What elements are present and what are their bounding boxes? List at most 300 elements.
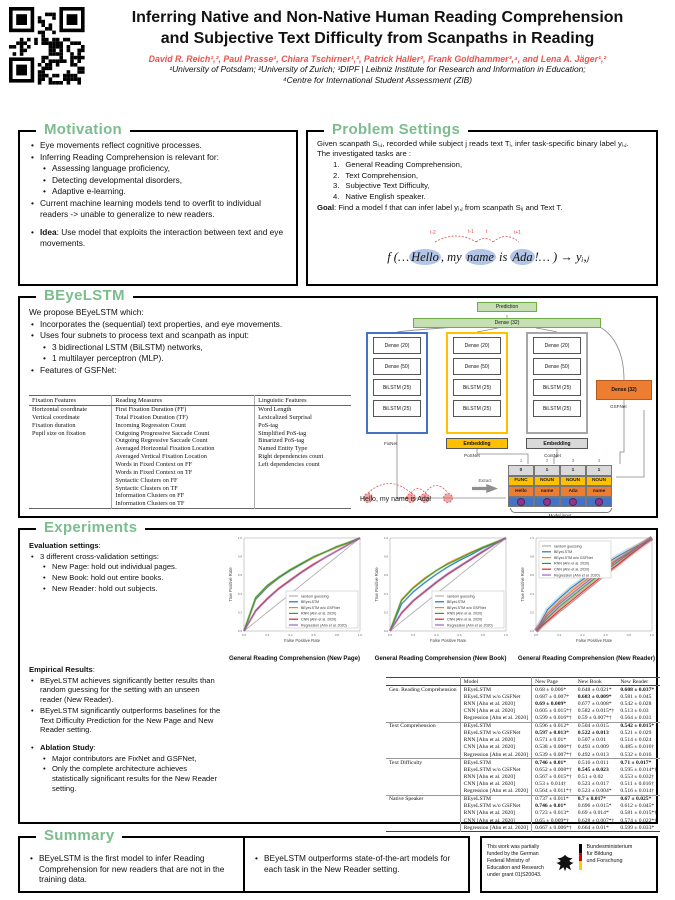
fixation-feature-cell: Pupil size on fixation bbox=[32, 429, 86, 437]
auc-value-cell: 0.612 ± 0.045* bbox=[620, 803, 655, 810]
model-input-cell bbox=[508, 497, 534, 508]
auc-value-cell: 0.567 ± 0.015*† bbox=[535, 773, 572, 780]
fixation-feature-cell bbox=[29, 437, 112, 445]
bullet-text: BEyeLSTM significantly outperforms baselines for the Text Difficulty Prediction for the New Page and New Reader setting. bbox=[40, 705, 221, 735]
bullet-item bbox=[31, 319, 351, 330]
bullet-item bbox=[43, 163, 287, 174]
auc-value-cell: 0.564 ± 0.011*† bbox=[535, 788, 572, 795]
svg-text:0.6: 0.6 bbox=[529, 573, 534, 578]
bullet-marker: • bbox=[31, 140, 34, 150]
summary-panel bbox=[18, 827, 470, 893]
svg-text:False Positive Rate: False Positive Rate bbox=[575, 638, 613, 643]
summary-left-text: BEyeLSTM is the first model to infer Reading Comprehension for new readers that are not in the training data. bbox=[39, 853, 225, 885]
layer-box: Dense (50) bbox=[533, 358, 581, 375]
results-column-header: Model bbox=[460, 678, 531, 686]
svg-text:0.0: 0.0 bbox=[383, 629, 388, 633]
task-number: 3. bbox=[333, 181, 340, 191]
architecture-diagram bbox=[358, 302, 656, 518]
auc-value-cell: 0.504 ± 0.015 bbox=[577, 723, 609, 730]
model-cell: Regression [Ahn et al. 2020] bbox=[460, 715, 531, 723]
poster-title-line2: and Subjective Text Difficulty from Scanpaths in Reading bbox=[160, 29, 595, 47]
auc-value-cell: 0.68 ± 0.006* bbox=[535, 686, 567, 693]
ministry-line2: für Bildung bbox=[586, 851, 613, 858]
auc-value-cell: 0.542 ± 0.028 bbox=[620, 700, 652, 707]
results-table-head bbox=[386, 678, 660, 686]
fixation-feature-cell: Horizontal coordinate bbox=[32, 406, 88, 413]
model-cell: BEyeLSTM w/o GSFNet bbox=[460, 803, 531, 810]
chart-caption: General Reading Comprehension (New Page) bbox=[228, 655, 361, 662]
authors-line: David R. Reich¹,², Paul Prasse¹, Chiara Tschirner¹,², Patrick Haller², Frank Goldhammer³,⁴, and Lena A. Jäger¹,² bbox=[148, 53, 607, 64]
model-input-table bbox=[508, 465, 612, 507]
fixation-feature-cell bbox=[29, 445, 112, 453]
summary-heading: Summary bbox=[36, 827, 122, 844]
model-input-cell: 1 bbox=[534, 465, 560, 476]
svg-text:0.4: 0.4 bbox=[434, 633, 439, 637]
auc-value-cell: 0.545 ± 0.023 bbox=[577, 766, 609, 773]
fixation-dot-icon bbox=[569, 498, 577, 506]
bullet-item bbox=[31, 140, 287, 151]
feature-row bbox=[29, 430, 351, 438]
beyelstm-heading: BEyeLSTM bbox=[36, 287, 133, 304]
model-cell: RNN [Ahn et al. 2020] bbox=[460, 700, 531, 707]
svg-text:BEyeLSTM w/o GSFNet: BEyeLSTM w/o GSFNet bbox=[447, 605, 486, 610]
model-input-caption: Model input bbox=[548, 513, 572, 518]
bullet-text: Major contributors are FixNet and GSFNet, bbox=[52, 753, 197, 763]
subnet-label-fixnet: FixNet bbox=[384, 441, 398, 446]
layer-box: Dense (50) bbox=[373, 358, 421, 375]
summary-left bbox=[20, 838, 243, 891]
model-input-cell: 1 bbox=[560, 465, 586, 476]
svg-text:0.2: 0.2 bbox=[237, 610, 242, 615]
model-cell: BEyeLSTM bbox=[460, 686, 531, 694]
model-input-cell: NOUN bbox=[560, 476, 586, 487]
model-input-cell: FUNC bbox=[508, 476, 534, 487]
feature-row bbox=[29, 445, 351, 453]
formula-segment: f (… bbox=[387, 250, 410, 264]
roc-chart-canvas bbox=[516, 533, 657, 649]
sub-bullet-marker: • bbox=[43, 562, 46, 572]
sub-bullet-marker: • bbox=[43, 163, 46, 174]
features-table-body bbox=[29, 406, 351, 509]
auc-value-cell: 0.516 ± 0.014† bbox=[620, 788, 655, 795]
features-table-head bbox=[29, 396, 351, 406]
linguistic-feature-cell bbox=[255, 500, 351, 508]
task-number: 2. bbox=[333, 170, 340, 180]
model-input-cell bbox=[560, 497, 586, 508]
linguistic-feature-cell: Binarized PoS-tag bbox=[255, 437, 351, 445]
formula-block bbox=[338, 228, 638, 265]
linguistic-feature-cell: Left dependencies count bbox=[255, 461, 351, 469]
auc-value-cell: 0.59 ± 0.007*† bbox=[577, 714, 612, 721]
auc-value-cell: 0.597 ± 0.013* bbox=[535, 730, 569, 737]
federal-eagle-icon bbox=[556, 848, 574, 878]
auc-value-cell: 0.65 ± 0.009*† bbox=[535, 817, 569, 824]
auc-value-cell: 0.596 ± 0.012* bbox=[535, 723, 569, 730]
subnet-fixnet bbox=[366, 332, 428, 434]
goal-label: Goal bbox=[317, 202, 335, 212]
svg-text:0.2: 0.2 bbox=[557, 633, 562, 637]
bullet-text: BEyeLSTM achieves significantly better results than random guessing for the setting with an unseen reader (New Reader). bbox=[40, 675, 215, 705]
results-group bbox=[386, 686, 660, 723]
auc-value-cell: 0.683 ± 0.009* bbox=[577, 693, 612, 700]
auc-value-cell: 0.553 ± 0.032† bbox=[620, 773, 655, 780]
reading-measure-cell: Syntactic Clusters on TF bbox=[112, 485, 255, 493]
linguistic-feature-cell: Named Entity Type bbox=[255, 445, 351, 453]
svg-text:Regression (Ahn et al. 2020): Regression (Ahn et al. 2020) bbox=[447, 623, 493, 628]
results-column-header bbox=[386, 678, 460, 686]
feature-row bbox=[29, 453, 351, 461]
extract-arrow bbox=[470, 478, 500, 493]
model-cell: CNN [Ahn et al. 2020] bbox=[460, 781, 531, 788]
bullet-text: Eye movements reflect cognitive processes. bbox=[40, 140, 202, 150]
beyelstm-panel bbox=[18, 287, 658, 518]
auc-value-cell: 0.652 ± 0.008*† bbox=[535, 766, 572, 773]
auc-value-cell: 0.532 ± 0.016 bbox=[620, 751, 652, 758]
svg-text:random guessing: random guessing bbox=[301, 594, 329, 599]
auc-value-cell: 0.521 ± 0.029 bbox=[620, 730, 652, 737]
model-cell: BEyeLSTM bbox=[460, 795, 531, 803]
fixation-feature-cell bbox=[29, 485, 112, 493]
reading-measure-cell: Syntactic Clusters on FF bbox=[112, 477, 255, 485]
model-input-row bbox=[508, 497, 612, 508]
funding-text: This work was partially funded by the German Federal Ministry of Education and Research under grant 01|S20043. bbox=[487, 844, 544, 879]
linguistic-feature-cell bbox=[255, 492, 351, 500]
position-label: 4 bbox=[597, 458, 601, 463]
auc-value-cell: 0.69 ± 0.014* bbox=[577, 810, 609, 817]
result-row bbox=[386, 722, 660, 730]
svg-text:Regression (Ahn et al. 2020): Regression (Ahn et al. 2020) bbox=[301, 623, 347, 628]
auc-value-cell: 0.522 ± 0.013 bbox=[577, 730, 609, 737]
auc-value-cell: 0.737 ± 0.011* bbox=[535, 796, 569, 803]
auc-value-cell: 0.581 ± 0.045 bbox=[620, 693, 652, 700]
linguistic-feature-cell bbox=[255, 477, 351, 485]
results-column-header: New Book bbox=[575, 678, 618, 686]
roc-charts bbox=[224, 533, 657, 662]
arc-label-t-1: t-1 bbox=[468, 229, 474, 235]
svg-text:True Positive Rate: True Positive Rate bbox=[228, 567, 233, 602]
model-cell: RNN [Ahn et al. 2020] bbox=[460, 737, 531, 744]
layer-box: Dense (20) bbox=[453, 337, 501, 354]
svg-text:BEyeLSTM: BEyeLSTM bbox=[447, 600, 466, 605]
task-text: Native English speaker. bbox=[345, 192, 426, 202]
bullet-marker: • bbox=[31, 705, 34, 715]
features-table bbox=[29, 395, 351, 509]
auc-value-cell: 0.581 ± 0.015*† bbox=[620, 810, 657, 817]
german-flag-bar bbox=[579, 844, 582, 870]
roc-chart-2 bbox=[370, 533, 511, 662]
affiliation-line1: ¹University of Potsdam; ²University of Zurich; ³DIPF | Leibniz Institute for Research and Information in Education; bbox=[169, 63, 586, 74]
subnet-label-posnet: PoSNet bbox=[464, 453, 480, 458]
auc-value-cell: 0.516 ± 0.011 bbox=[577, 759, 609, 766]
auc-value-cell: 0.514 ± 0.024 bbox=[620, 737, 652, 744]
bullet-marker: • bbox=[31, 365, 34, 376]
svg-text:0.8: 0.8 bbox=[334, 633, 339, 637]
auc-value-cell: 0.599 ± 0.033* bbox=[620, 824, 655, 831]
task-item bbox=[333, 171, 647, 182]
fixation-feature-cell bbox=[29, 461, 112, 469]
task-item bbox=[333, 160, 647, 171]
auc-value-cell: 0.723 ± 0.013* bbox=[535, 810, 569, 817]
model-input-cell: NOUN bbox=[534, 476, 560, 487]
svg-text:0.8: 0.8 bbox=[529, 554, 534, 559]
fixation-feature-cell bbox=[29, 477, 112, 485]
auc-value-cell: 0.513 ± 0.03 bbox=[620, 707, 649, 714]
model-cell: BEyeLSTM w/o GSFNet bbox=[460, 766, 531, 773]
motivation-panel bbox=[18, 121, 298, 286]
fixation-feature-cell: Fixation duration bbox=[32, 421, 76, 429]
layer-box: Dense (50) bbox=[453, 358, 501, 375]
position-label: 3 bbox=[571, 458, 575, 463]
svg-text:0.0: 0.0 bbox=[241, 633, 247, 637]
bullet-item bbox=[31, 365, 351, 376]
model-cell: CNN [Ahn et al. 2020] bbox=[460, 817, 531, 824]
scanpath-sentence-diagram bbox=[358, 462, 470, 510]
auc-value-cell: 0.605 ± 0.015*† bbox=[535, 707, 572, 714]
linguistic-feature-cell: PoS-tag bbox=[255, 422, 351, 430]
bullet-item bbox=[43, 573, 221, 583]
bullet-item bbox=[31, 330, 351, 341]
bullet-text: Evaluation settings: bbox=[29, 541, 101, 550]
task-text: Subjective Text Difficulty, bbox=[345, 181, 430, 191]
auc-value-cell: 0.492 ± 0.013 bbox=[577, 751, 609, 758]
bullet-item bbox=[29, 541, 221, 551]
auc-value-cell: 0.628 ± 0.007*† bbox=[577, 817, 615, 824]
task-cell: Gen. Reading Comprehension bbox=[386, 686, 460, 723]
auc-value-cell: 0.53 ± 0.014† bbox=[535, 780, 567, 787]
bullet-item bbox=[43, 353, 351, 364]
svg-text:0.6: 0.6 bbox=[237, 573, 242, 578]
subnet-label-contnet: ContNet bbox=[544, 453, 561, 458]
svg-text:0.4: 0.4 bbox=[288, 633, 293, 637]
svg-text:random guessing: random guessing bbox=[447, 594, 475, 599]
reading-measure-cell: Incoming Regression Count bbox=[112, 422, 255, 430]
beyelstm-body bbox=[29, 306, 351, 376]
feature-row bbox=[29, 485, 351, 493]
auc-value-cell: 0.574 ± 0.022*† bbox=[620, 817, 657, 824]
auc-value-cell: 0.51 ± 0.02 bbox=[577, 773, 604, 780]
bullet-item bbox=[43, 175, 287, 186]
bullet-marker: • bbox=[31, 151, 34, 162]
feature-row bbox=[29, 437, 351, 445]
arc-label-t: t bbox=[486, 229, 488, 235]
layer-box: Dense (20) bbox=[373, 337, 421, 354]
svg-text:random guessing: random guessing bbox=[554, 544, 582, 549]
svg-text:RNN (Ahn et al. 2020): RNN (Ahn et al. 2020) bbox=[447, 611, 483, 616]
formula-segment-fixated-word: Ada bbox=[512, 250, 533, 264]
bullet-text: Uses four subnets to process text and scanpath as input: bbox=[40, 330, 249, 341]
model-cell: CNN [Ahn et al. 2020] bbox=[460, 744, 531, 751]
svg-text:0.6: 0.6 bbox=[311, 633, 316, 637]
svg-text:1.0: 1.0 bbox=[529, 536, 534, 540]
task-text: Text Comprehension, bbox=[345, 170, 419, 180]
position-label: 1 bbox=[519, 458, 523, 463]
problem-settings-panel bbox=[306, 121, 658, 286]
task-item bbox=[333, 181, 647, 192]
fixation-dot-icon bbox=[595, 498, 603, 506]
bullet-text: Inferring Reading Comprehension is relevant for: bbox=[40, 151, 219, 162]
bullet-marker: • bbox=[31, 318, 34, 329]
bullet-marker: • bbox=[31, 198, 34, 209]
fixation-feature-cell: Vertical coordinate bbox=[32, 413, 80, 421]
svg-text:Regression (Ahn et al. 2020): Regression (Ahn et al. 2020) bbox=[554, 573, 600, 578]
auc-value-cell: 0.539 ± 0.007*† bbox=[535, 751, 572, 758]
svg-text:0.8: 0.8 bbox=[480, 633, 485, 637]
model-input-cell: Hello bbox=[508, 486, 534, 497]
reading-measure-cell: Total Fixation Duration (TF) bbox=[112, 414, 255, 422]
sentence-text: Hello, my name is Ada! bbox=[360, 496, 432, 503]
bullet-marker: • bbox=[30, 853, 33, 863]
sub-bullet-marker: • bbox=[43, 764, 46, 774]
poster-header bbox=[95, 8, 660, 85]
result-row bbox=[386, 686, 660, 694]
empirical-results bbox=[29, 664, 221, 794]
svg-text:BEyeLSTM w/o GSFNet: BEyeLSTM w/o GSFNet bbox=[301, 605, 340, 610]
feature-row bbox=[29, 461, 351, 469]
sub-bullet-marker: • bbox=[43, 753, 46, 763]
bullet-text: New Reader: hold out subjects. bbox=[52, 583, 158, 593]
bullet-item bbox=[31, 552, 221, 562]
svg-text:CNN (Ahn et al. 2020): CNN (Ahn et al. 2020) bbox=[301, 617, 337, 622]
bullet-text: We propose BEyeLSTM which: bbox=[29, 307, 144, 317]
auc-value-cell: 0.687 ± 0.007* bbox=[535, 693, 569, 700]
bullet-item bbox=[43, 584, 221, 594]
auc-value-cell: 0.542 ± 0.015* bbox=[620, 723, 655, 730]
roc-chart-3 bbox=[516, 533, 657, 662]
reading-measure-cell: Averaged Vertical Fixation Location bbox=[112, 453, 255, 461]
svg-text:RNN (Ahn et al. 2020): RNN (Ahn et al. 2020) bbox=[554, 561, 590, 566]
svg-text:0.6: 0.6 bbox=[457, 633, 462, 637]
auc-value-cell: 0.71 ± 0.017* bbox=[620, 759, 652, 766]
svg-text:0.2: 0.2 bbox=[265, 633, 270, 637]
result-row bbox=[386, 759, 660, 767]
roc-chart-1 bbox=[224, 533, 365, 662]
feature-column-header: Reading Measures bbox=[112, 396, 255, 406]
feature-row bbox=[29, 500, 351, 508]
gsfnet-dense-box: Dense (32) bbox=[596, 380, 652, 400]
summary-right-text: BEyeLSTM outperforms state-of-the-art models for each task in the New Reader setting. bbox=[264, 853, 451, 874]
fixation-dot-icon bbox=[517, 498, 525, 506]
linguistic-feature-cell bbox=[255, 485, 351, 493]
bullet-marker: • bbox=[255, 853, 258, 863]
bullet-marker: • bbox=[31, 227, 34, 238]
linguistic-feature-cell: Lexicalized Surprisal bbox=[255, 414, 351, 422]
problem-tasks-intro: The investigated tasks are : bbox=[317, 149, 412, 159]
poster-title-line1: Inferring Native and Non-Native Human Reading Comprehension bbox=[131, 9, 624, 26]
svg-text:0.6: 0.6 bbox=[383, 573, 388, 578]
experiments-panel bbox=[18, 519, 658, 831]
model-input-cell: 0 bbox=[508, 465, 534, 476]
feature-row bbox=[29, 414, 351, 422]
bullet-text: Assessing language proficiency, bbox=[52, 163, 170, 174]
results-table bbox=[386, 677, 660, 832]
auc-value-cell: 0.696 ± 0.015* bbox=[577, 803, 612, 810]
model-cell: BEyeLSTM bbox=[460, 722, 531, 730]
ministry-line3: und Forschung bbox=[586, 858, 623, 865]
svg-text:0.0: 0.0 bbox=[237, 629, 242, 633]
model-input-cell: 1 bbox=[586, 465, 612, 476]
svg-text:BEyeLSTM w/o GSFNet: BEyeLSTM w/o GSFNet bbox=[554, 555, 593, 560]
task-text: General Reading Comprehension, bbox=[345, 159, 463, 169]
arc-label-t-plus-1: t+1 bbox=[514, 230, 522, 236]
svg-text:BEyeLSTM: BEyeLSTM bbox=[554, 550, 573, 555]
auc-value-cell: 0.595 ± 0.014*† bbox=[620, 766, 657, 773]
chart-caption: General Reading Comprehension (New Reader) bbox=[517, 655, 656, 662]
model-cell: BEyeLSTM bbox=[460, 759, 531, 767]
subnet-contnet bbox=[526, 332, 588, 434]
bullet-marker: • bbox=[31, 743, 34, 753]
bullet-marker: • bbox=[31, 551, 34, 561]
chart-caption: General Reading Comprehension (New Book) bbox=[374, 655, 507, 662]
model-input-cell bbox=[586, 497, 612, 508]
auc-value-cell: 0.485 ± 0.016† bbox=[620, 744, 655, 751]
svg-text:1.0: 1.0 bbox=[357, 633, 363, 637]
roc-chart-canvas bbox=[224, 533, 365, 649]
ministry-line1: Bundesministerium bbox=[586, 844, 633, 850]
fixation-dot-icon bbox=[543, 498, 551, 506]
result-row bbox=[386, 795, 660, 803]
svg-text:0.8: 0.8 bbox=[383, 554, 388, 559]
linguistic-feature-cell: Right dependencies count bbox=[255, 453, 351, 461]
svg-text:0.4: 0.4 bbox=[237, 591, 242, 596]
task-cell: Text Comprehension bbox=[386, 722, 460, 759]
prediction-box: Prediction bbox=[477, 302, 537, 312]
svg-text:1.0: 1.0 bbox=[383, 536, 388, 540]
svg-text:0.0: 0.0 bbox=[533, 633, 539, 637]
model-cell: BEyeLSTM w/o GSFNet bbox=[460, 693, 531, 700]
svg-text:True Positive Rate: True Positive Rate bbox=[374, 567, 379, 602]
results-group bbox=[386, 759, 660, 796]
layer-box: Dense (20) bbox=[533, 337, 581, 354]
auc-value-cell: 0.523 ± 0.017 bbox=[577, 780, 609, 787]
bullet-text: 3 different cross-validation settings: bbox=[40, 551, 159, 561]
reading-measure-cell: Words in Fixed Context on TF bbox=[112, 469, 255, 477]
reading-measure-cell: Information Clusters on FF bbox=[112, 492, 255, 500]
sub-bullet-marker: • bbox=[43, 353, 46, 364]
bullet-item bbox=[29, 307, 351, 318]
results-group bbox=[386, 722, 660, 759]
model-input-cell: NOUN bbox=[586, 476, 612, 487]
model-input-position-labels bbox=[508, 458, 612, 463]
formula-segment: !… ) → yᵢ,ⱼ bbox=[534, 250, 589, 264]
problem-intro: Given scanpath Sᵢ,ⱼ, recorded while subject j reads text Tᵢ, infer task-specific binary label yᵢ,ⱼ. bbox=[317, 139, 629, 148]
auc-value-cell: 0.677 ± 0.008* bbox=[577, 700, 612, 707]
task-cell: Native Speaker bbox=[386, 795, 460, 832]
auc-value-cell: 0.7 ± 0.017* bbox=[577, 796, 606, 803]
auc-value-cell: 0.608 ± 0.037* bbox=[620, 686, 655, 693]
auc-value-cell: 0.667 ± 0.006*† bbox=[535, 824, 572, 831]
model-cell: BEyeLSTM w/o GSFNet bbox=[460, 730, 531, 737]
feature-row bbox=[29, 469, 351, 477]
formula-segment: , my bbox=[440, 250, 465, 264]
position-label: 2 bbox=[545, 458, 549, 463]
layer-box: BiLSTM (25) bbox=[373, 400, 421, 417]
auc-value-cell: 0.67 ± 0.025* bbox=[620, 796, 652, 803]
motivation-heading: Motivation bbox=[36, 121, 130, 138]
svg-text:1.0: 1.0 bbox=[503, 633, 509, 637]
auc-value-cell: 0.523 ± 0.004* bbox=[577, 788, 612, 795]
sub-bullet-marker: • bbox=[43, 186, 46, 197]
bullet-item bbox=[43, 342, 351, 353]
linguistic-feature-cell: Word Length bbox=[255, 406, 351, 414]
roc-chart-canvas bbox=[370, 533, 511, 649]
bullet-text: Ablation Study: bbox=[40, 743, 96, 753]
layer-box: BiLSTM (25) bbox=[533, 379, 581, 396]
model-cell: Regression [Ahn et al. 2020] bbox=[460, 824, 531, 832]
bullet-text: Idea: Use model that exploits the interaction between text and eye movements. bbox=[40, 227, 284, 248]
fixation-feature-cell bbox=[29, 500, 112, 508]
svg-text:False Positive Rate: False Positive Rate bbox=[283, 638, 321, 643]
model-cell: CNN [Ahn et al. 2020] bbox=[460, 708, 531, 715]
